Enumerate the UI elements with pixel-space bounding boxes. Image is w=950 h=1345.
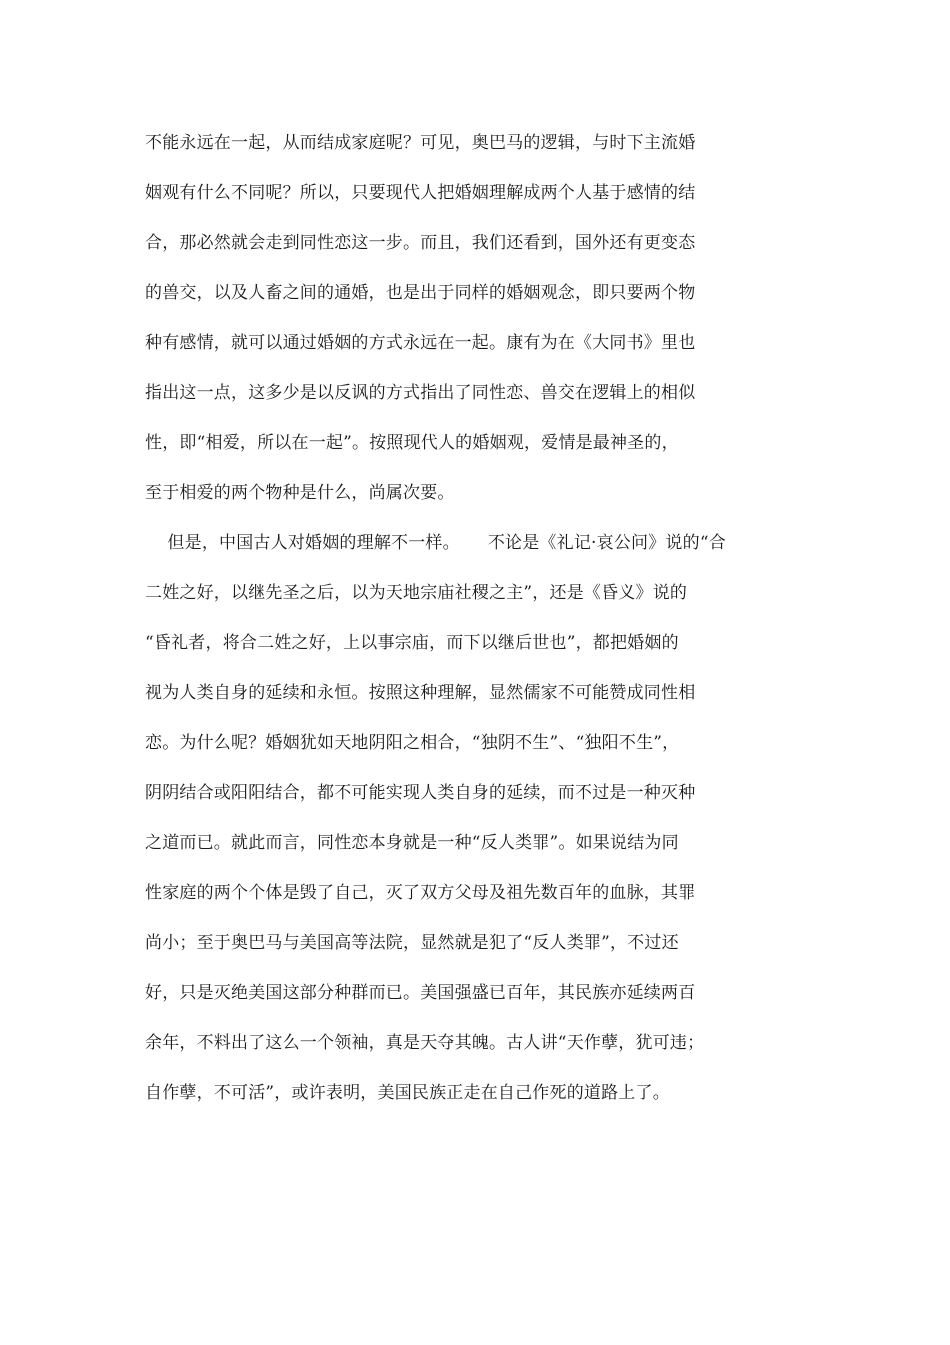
text-line: 性家庭的两个个体是毁了自己，灭了双方父母及祖先数百年的血脉，其罪 — [145, 883, 696, 903]
text-line: 恋。为什么呢？婚姻犹如天地阴阳之相合，“独阴不生”、“独阳不生”， — [145, 733, 680, 753]
text-line: 种有感情，就可以通过婚姻的方式永远在一起。康有为在《大同书》里也 — [145, 333, 696, 353]
text-line: “昏礼者，将合二姓之好，上以事宗庙，而下以继后世也”，都把婚姻的 — [145, 633, 679, 653]
text-line: 姻观有什么不同呢？所以，只要现代人把婚姻理解成两个人基于感情的结 — [145, 183, 696, 203]
text-line: 阴阴结合或阳阳结合，都不可能实现人类自身的延续，而不过是一种灭种 — [145, 783, 696, 803]
text-line: 尚小；至于奥巴马与美国高等法院，显然就是犯了“反人类罪”，不过还 — [145, 933, 679, 953]
text-line: 合，那必然就会走到同性恋这一步。而且，我们还看到，国外还有更变态 — [145, 233, 696, 253]
text-line: 之道而已。就此而言，同性恋本身就是一种“反人类罪”。如果说结为同 — [145, 833, 679, 853]
text-line: 指出这一点，这多少是以反讽的方式指出了同性恋、兽交在逻辑上的相似 — [145, 383, 696, 403]
paragraph-start-line: 但是，中国古人对婚姻的理解不一样。 不论是《礼记·哀公问》说的“合 — [145, 533, 726, 553]
text-line: 视为人类自身的延续和永恒。按照这种理解，显然儒家不可能赞成同性相 — [145, 683, 696, 703]
text-line: 余年，不料出了这么一个领袖，真是天夺其魄。古人讲“天作孽，犹可违； — [145, 1033, 705, 1053]
text-line: 的兽交，以及人畜之间的通婚，也是出于同样的婚姻观念，即只要两个物 — [145, 283, 696, 303]
text-line: 不能永远在一起，从而结成家庭呢？可见，奥巴马的逻辑，与时下主流婚 — [145, 133, 696, 153]
text-line: 好，只是灭绝美国这部分种群而已。美国强盛已百年，其民族亦延续两百 — [145, 983, 696, 1003]
text-line: 性，即“相爱，所以在一起”。按照现代人的婚姻观，爱情是最神圣的， — [145, 433, 679, 453]
text-line: 二姓之好，以继先圣之后，以为天地宗庙社稷之主”，还是《昏义》说的 — [145, 583, 688, 603]
text-line: 自作孽，不可活”，或许表明，美国民族正走在自己作死的道路上了。 — [145, 1083, 670, 1103]
text-line: 至于相爱的两个物种是什么，尚属次要。 — [145, 483, 455, 503]
